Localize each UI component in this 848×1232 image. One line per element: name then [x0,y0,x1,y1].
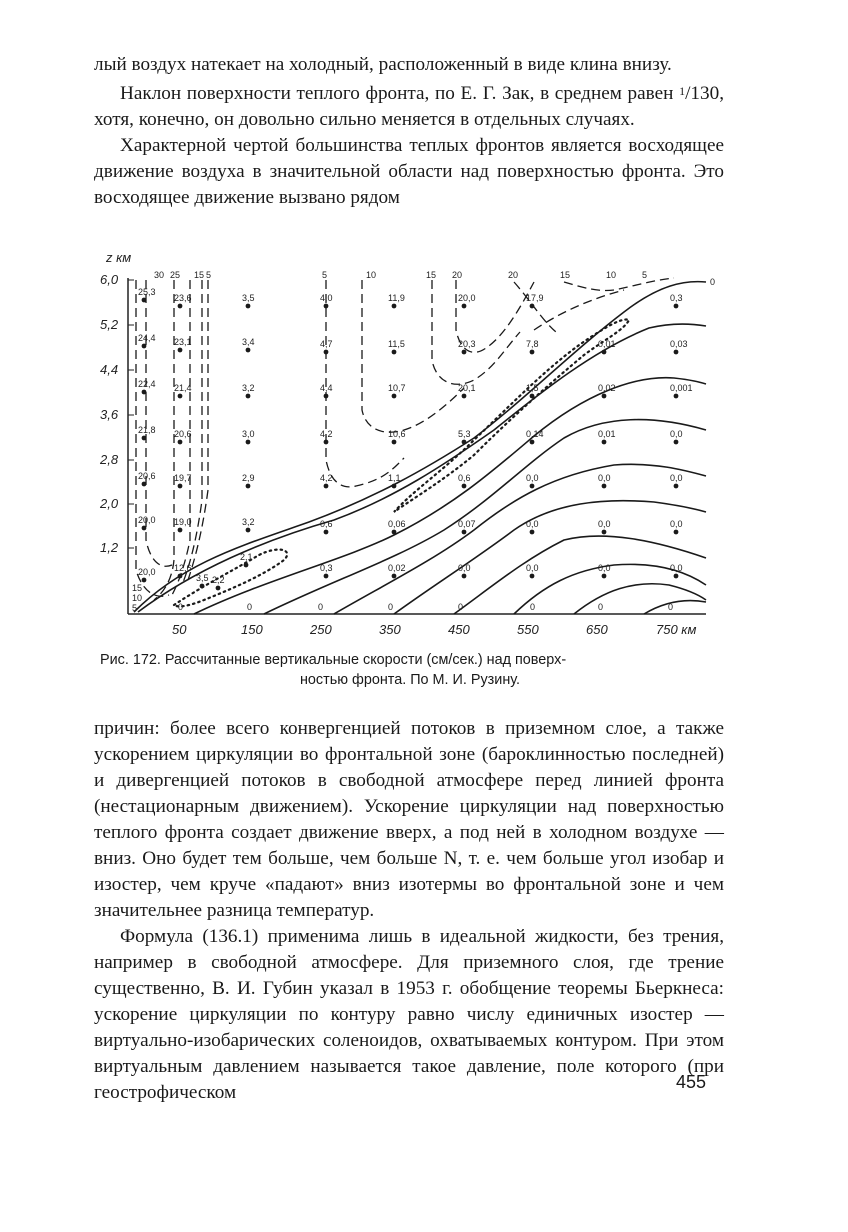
value-point-label: 20,0 [138,515,156,525]
value-point-dot [178,304,183,309]
value-point-dot [324,350,329,355]
y-tick-label: 2,0 [100,496,119,511]
value-point-dot [462,350,467,355]
isoline-label: 20 [452,270,463,280]
isoline-label: 15 [194,270,205,280]
value-point-label: 0,03 [670,339,688,349]
isoline-label: 5 [642,270,648,280]
value-point-label: 0,0 [526,473,539,483]
value-point-label: 0,0 [526,563,539,573]
value-point-dot [178,528,183,533]
value-point-dot [462,574,467,579]
value-point-dot [674,484,679,489]
value-point-label: 23,1 [174,337,192,347]
value-point-dot [530,574,535,579]
value-point-dot [602,440,607,445]
isoline-label: 0 [247,602,253,612]
y-ticks [128,280,134,548]
value-point-label: 0,6 [458,473,471,483]
value-point-label: 0,0 [598,563,611,573]
isoline-label: 0 [668,602,674,612]
value-point-label: 0,001 [670,383,693,393]
value-point-dot [178,348,183,353]
value-point-dot [674,440,679,445]
value-point-label: 0,0 [670,563,683,573]
value-point-dot [530,350,535,355]
paragraph-formula: Формула (136.1) применима лишь в идеальной жидкости, без трения, например в свободной атмосфере. Для приземного слоя, где трение существенно, В. И. Губин указал в 1953 г. обобщение теоремы Бьеркнеса: ускорение циркуляции по контуру равно числу единичных изостер — виртуально-изобарических соленоидов, охватываемых контуром. При этом виртуальным давлением называется такое давление, поле которого (при геострофическом [94,926,724,1103]
value-point-label: 20,6 [138,471,156,481]
value-point-dot [530,530,535,535]
isoline-label: 15 [560,270,571,280]
isoline-label: 0 [388,602,394,612]
value-point-label: 11,9 [388,293,405,303]
value-point-dot [178,484,183,489]
x-tick-label: 50 [172,622,187,637]
y-tick-label: 1,2 [100,540,119,555]
value-point-label: 17,9 [526,293,544,303]
isoline-label: 30 [154,270,165,280]
caption-line: Рис. 172. Рассчитанные вертикальные скорости (см/сек.) над поверх- [100,652,567,668]
dashed-isoline [432,280,520,384]
front-isolines-solid [134,282,706,614]
isoline-label: 0 [598,602,604,612]
value-point-dot [392,574,397,579]
value-point-dot [324,484,329,489]
isoline-label: 0 [710,277,716,287]
value-point-label: 0,0 [670,429,683,439]
value-point-dot [142,298,147,303]
x-tick-label: 250 [310,622,332,637]
isoline [574,584,706,614]
value-point-label: 3,2 [242,517,255,527]
value-point-dot [602,530,607,535]
isoline-label: 5 [206,270,212,280]
value-point-dot [142,526,147,531]
value-point-label: 2,2 [212,575,225,585]
figure-caption [100,650,720,690]
value-point-dot [602,394,607,399]
y-tick-label: 6,0 [100,272,119,287]
value-point-dot [674,574,679,579]
isoline [644,601,706,615]
value-point-dot [246,528,251,533]
bottom-zero-labels [178,602,673,612]
fraction-numerator: 1 [679,84,686,98]
bottom-text-block [94,716,724,1106]
isoline-label: 5 [322,270,328,280]
page-number: 455 [676,1072,707,1092]
value-point-dot [324,304,329,309]
value-point-dot [674,530,679,535]
fraction-denominator: /130 [685,83,720,104]
value-point-label: 3,5 [196,573,209,583]
x-tick-label: 450 [448,622,470,637]
value-point-dot [324,530,329,535]
value-point-label: 10,6 [388,429,406,439]
y-tick-label: 5,2 [100,317,119,332]
value-point-dot [142,390,147,395]
value-point-dot [142,578,147,583]
isoline-label: 20 [508,270,519,280]
value-point-dot [324,440,329,445]
value-point-dot [178,574,183,579]
value-point-dot [674,304,679,309]
value-point-dot [246,348,251,353]
value-point-dot [530,440,535,445]
value-point-dot [392,304,397,309]
value-point-dot [178,394,183,399]
value-point-label: 25,3 [138,287,156,297]
value-point-label: 0,0 [670,473,683,483]
paragraph-causes: причин: более всего конвергенцией потоков в приземном слое, а также ускорением циркуляции во фронтальной зоне (бароклинностью последней) и дивергенцией потоков в свободной атмосфере перед линией фронта (нестационарным движением). Ускорение циркуляции над поверхностью теплого фронта создает движение вверх, а под ней в холодном воздухе — вниз. Оно будет тем больше, чем больше N, т. е. чем больше угол изобар и изостер, чем круче «падают» вниз изотермы во фронтальной зоне и чем значительнее разница температур. [94,718,724,921]
isoline-label: 10 [132,593,143,603]
value-point-dot [246,484,251,489]
dashed-isoline [154,280,174,600]
value-point-label: 20,0 [138,567,156,577]
dashed-isoline [564,278,674,291]
value-point-label: 5,3 [458,429,471,439]
value-point-label: 0,6 [320,519,333,529]
value-point-label: 0,0 [598,519,611,529]
top-text-block [94,52,724,211]
paragraph-continuation: лый воздух натекает на холодный, расположенный в виде клина внизу. [94,54,672,75]
value-point-dot [602,350,607,355]
value-point-dot [602,484,607,489]
isoline-label: 0 [458,602,464,612]
value-point-label: 12,6 [174,563,192,573]
isoline-label: 0 [178,602,184,612]
value-point-label: 0,01 [598,429,616,439]
value-point-dot [530,484,535,489]
value-point-dot [178,440,183,445]
value-point-label: 20,6 [174,429,192,439]
vertical-velocity-figure [94,240,734,645]
value-point-label: 22,4 [138,379,156,389]
isoline-label: 0 [530,602,536,612]
value-point-label: 2,1 [240,552,253,562]
value-point-label: 3,5 [242,293,255,303]
value-point-dot [142,436,147,441]
value-point-dot [462,440,467,445]
value-point-label: 19,7 [174,473,192,483]
y-unit-label: z км [106,250,132,265]
paragraph-front-slope [94,78,724,133]
value-point-label: 1,1 [388,473,401,483]
value-point-dot [462,304,467,309]
isoline [138,324,706,612]
x-tick-label: 350 [379,622,401,637]
value-point-dot [392,394,397,399]
value-point-label: 20,3 [458,339,476,349]
value-point-label: 0,0 [598,473,611,483]
value-point-label: 0,02 [598,383,616,393]
value-point-label: 0,3 [320,563,333,573]
isoline-label: 15 [132,583,143,593]
value-point-label: 0,01 [598,339,616,349]
value-point-label: 0,14 [526,429,544,439]
dashed-isoline [362,280,464,432]
value-point-label: 4,7 [320,339,333,349]
value-point-dot [462,484,467,489]
isoline-label: 10 [606,270,617,280]
isoline-label: 25 [170,270,181,280]
caption-line: ностью фронта. По М. И. Рузину. [299,672,521,688]
value-point-dot [602,574,607,579]
value-point-label: 0,07 [458,519,476,529]
value-point-label: 19,0 [174,517,192,527]
value-point-label: 3,4 [242,337,255,347]
value-point-label: 0,0 [670,519,683,529]
value-point-dot [530,304,535,309]
paragraph-front-slope-text-end: , хотя, конечно, он довольно сильно меняется в отдельных случаях. [94,83,724,130]
value-point-dot [324,574,329,579]
value-point-dot [674,350,679,355]
x-tick-label: 550 [517,622,539,637]
value-point-label: 1,5 [526,383,539,393]
value-point-label: 4,2 [320,429,333,439]
x-tick-label: 650 [586,622,608,637]
value-point-label: 10,7 [388,383,406,393]
value-point-label: 4,0 [320,293,333,303]
value-point-dot [392,350,397,355]
value-point-dot [216,586,221,591]
value-point-label: 11,5 [388,339,405,349]
isoline [394,501,706,614]
value-point-dot [462,530,467,535]
value-point-dot [246,304,251,309]
value-point-label: 0,3 [670,293,683,303]
value-point-dot [324,394,329,399]
value-point-dot [392,530,397,535]
isoline [194,378,706,614]
paragraph-upward-motion: Характерной чертой большинства теплых фронтов является восходящее движение воздуха в значительной области над поверхностью фронта. Это восходящее движение вызвано рядом [94,135,724,208]
value-point-dot [200,584,205,589]
value-point-label: 21,8 [138,425,156,435]
isoline-label: 5 [132,603,138,613]
value-point-dot [246,394,251,399]
value-point-dot [462,394,467,399]
dashed-isoline [136,280,169,596]
isoline-label: 0 [318,602,324,612]
value-point-dot [530,394,535,399]
paragraph-front-slope-text: Наклон поверхности теплого фронта, по Е. Г. Зак, в среднем равен [120,83,680,104]
value-point-label: 3,0 [242,429,255,439]
value-point-dot [246,440,251,445]
value-point-label: 0,06 [388,519,406,529]
value-point-label: 0,02 [388,563,406,573]
x-tick-labels [172,622,696,637]
isoline-label: 10 [366,270,377,280]
value-point-dot [674,394,679,399]
y-tick-labels [99,272,119,555]
x-tick-label: 750 км [656,622,697,637]
value-point-label: 21,4 [174,383,192,393]
value-point-label: 7,8 [526,339,539,349]
y-tick-label: 3,6 [100,407,119,422]
y-tick-label: 2,8 [100,452,119,467]
value-point-dot [244,563,249,568]
value-point-label: 20,0 [458,293,476,303]
value-point-dot [392,440,397,445]
y-tick-label: 4,4 [100,362,119,377]
value-point-label: 24,4 [138,333,156,343]
isoline-label: 15 [426,270,437,280]
value-point-label: 4,2 [320,473,333,483]
value-point-dot [142,482,147,487]
value-point-label: 2,9 [242,473,255,483]
value-point-label: 23,6 [174,293,192,303]
value-point-dot [392,484,397,489]
value-point-label: 0,0 [458,563,471,573]
value-point-label: 0,0 [526,519,539,529]
value-point-label: 3,2 [242,383,255,393]
value-point-dot [142,344,147,349]
value-point-label: 4,4 [320,383,333,393]
x-tick-label: 150 [241,622,263,637]
value-point-label: 20,1 [458,383,476,393]
